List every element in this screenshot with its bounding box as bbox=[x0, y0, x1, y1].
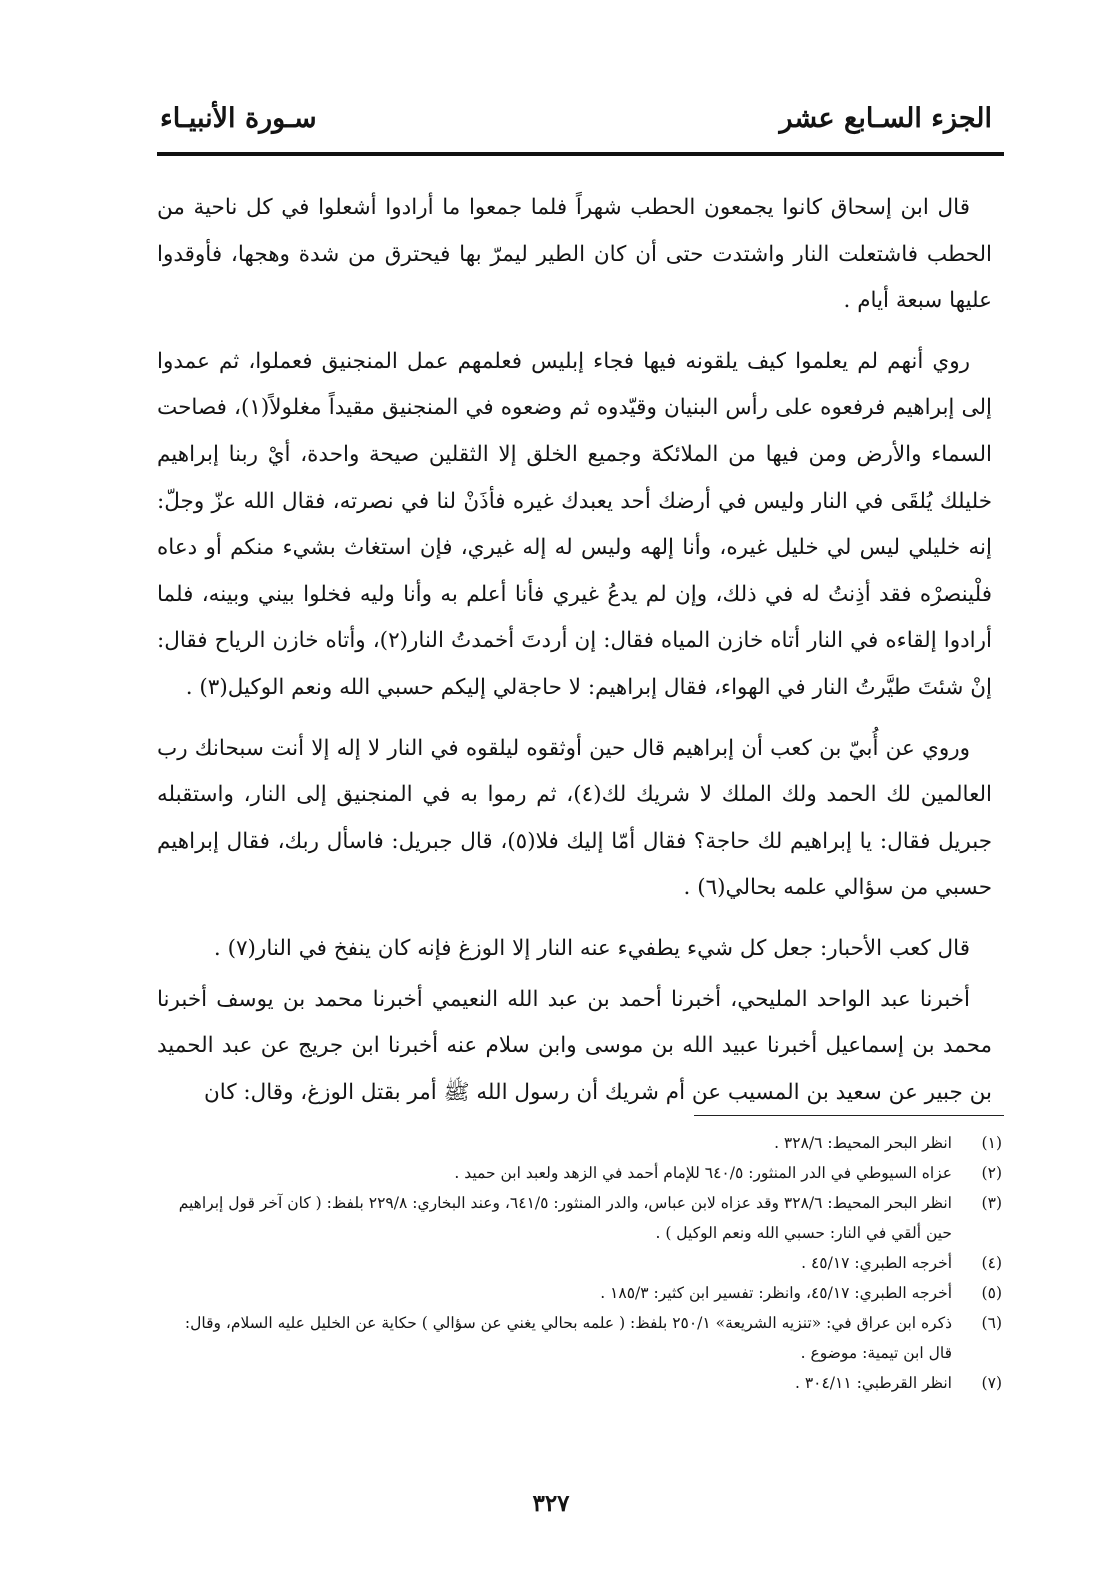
footnote-number: (٤) bbox=[981, 1254, 1002, 1272]
footnote bbox=[157, 1308, 1002, 1368]
paragraph-2: روي أنهم لم يعلموا كيف يلقونه فيها فجاء إبليس فعلمهم عمل المنجنيق فعملوا، ثم عمدوا إلى إبراهيم فرفعوه على رأس البنيان وقيّدوه ثم وضعوه في المنجنيق مقيداً مغلولاً(١)، فصاحت السماء والأرض ومن فيها من الملائكة وجميع الخلق إلا الثقلين صيحة واحدة، أيْ ربنا إبراهيم خليلك يُلقَى في النار وليس في أرضك أحد يعبدك غيره فأذَنْ لنا في نصرته، فقال الله عزّ وجلّ: إنه خليلي ليس لي خليل غيره، وأنا إلهه وليس له إله غيري، فإن استغاث بشيء منكم أو دعاه فلْينصرْه فقد أذِنتُ له في ذلك، وإن لم يدعُ غيري فأنا أعلم به وأنا وليه فخلوا بيني وبينه، فلما أرادوا إلقاءه في النار أتاه خازن المياه فقال: إن أردتَ أخمدتُ النار(٢)، وأتاه خازن الرياح فقال: إنْ شئتَ طيَّرتُ النار في الهواء، فقال إبراهيم: لا حاجةلي إليكم حسبي الله ونعم الوكيل(٣) . bbox=[157, 348, 992, 700]
footnote-rule bbox=[694, 1115, 1004, 1116]
header-rule bbox=[157, 152, 1004, 156]
footnote-text: أخرجه الطبري: ٤٥/١٧، وانظر: تفسير ابن كثير: ١٨٥/٣ . bbox=[600, 1284, 952, 1302]
footnote-text: ذكره ابن عراق في: «تنزيه الشريعة» ٢٥٠/١ بلفظ: ( علمه بحالي يغني عن سؤالي ) حكاية عن الخليل عليه السلام، وقال: قال ابن تيمية: موضوع . bbox=[184, 1314, 952, 1362]
running-header-surah: سـورة الأنبيـاء bbox=[160, 103, 317, 134]
footnote-text: انظر القرطبي: ٣٠٤/١١ . bbox=[794, 1374, 952, 1392]
footnote bbox=[157, 1248, 1002, 1278]
footnote bbox=[157, 1158, 1002, 1188]
footnote bbox=[157, 1368, 1002, 1398]
footnote-number: (٣) bbox=[981, 1194, 1002, 1212]
footnote bbox=[157, 1188, 1002, 1248]
footnote bbox=[157, 1278, 1002, 1308]
footnote-text: عزاه السيوطي في الدر المنثور: ٦٤٠/٥ للإمام أحمد في الزهد ولعبد ابن حميد . bbox=[454, 1164, 952, 1182]
footnote-text: انظر البحر المحيط: ٣٢٨/٦ وقد عزاه لابن عباس، والدر المنثور: ٦٤١/٥، وعند البخاري: ٢٢٩/٨ بلفظ: ( كان آخر قول إبراهيم حين ألقي في النار: حسبي الله ونعم الوكيل ) . bbox=[178, 1194, 952, 1242]
page-number: ٣٢٧ bbox=[532, 1490, 570, 1517]
running-header-part: الجزء السـابع عشر bbox=[779, 103, 992, 134]
footnote-number: (٥) bbox=[981, 1284, 1002, 1302]
paragraph-1: قال ابن إسحاق كانوا يجمعون الحطب شهراً فلما جمعوا ما أرادوا أشعلوا في كل ناحية من الحطب فاشتعلت النار واشتدت حتى أن كان الطير ليمرّ بها فيحترق من شدة وهجها، فأوقدوا عليها سبعة أيام . bbox=[157, 195, 992, 314]
footnote-text: انظر البحر المحيط: ٣٢٨/٦ . bbox=[774, 1134, 952, 1152]
main-text bbox=[157, 185, 992, 1130]
paragraph-4: قال كعب الأحبار: جعل كل شيء يطفيء عنه النار إلا الوزغ فإنه كان ينفخ في النار(٧) . bbox=[213, 935, 970, 961]
paragraph-3: وروي عن أُبيّ بن كعب أن إبراهيم قال حين أوثقوه ليلقوه في النار لا إله إلا أنت سبحانك رب العالمين لك الحمد ولك الملك لا شريك لك(٤)، ثم رموا به في المنجنيق إلى النار، واستقبله جبريل فقال: يا إبراهيم لك حاجة؟ فقال أمّا إليك فلا(٥)، قال جبريل: فاسأل ربك، فقال إبراهيم حسبي من سؤالي علمه بحالي(٦) . bbox=[157, 735, 992, 901]
footnotes bbox=[157, 1128, 1002, 1398]
paragraph-5: أخبرنا عبد الواحد المليحي، أخبرنا أحمد بن عبد الله النعيمي أخبرنا محمد بن يوسف أخبرنا محمد بن إسماعيل أخبرنا عبيد الله بن موسى وابن سلام عنه أخبرنا ابن جريج عن عبد الحميد بن جبير عن سعيد بن المسيب عن أم شريك أن رسول الله ﷺ أمر بقتل الوزغ، وقال: كان bbox=[157, 986, 992, 1105]
footnote-number: (٧) bbox=[981, 1374, 1002, 1392]
footnote-number: (١) bbox=[981, 1134, 1002, 1152]
footnote-number: (٦) bbox=[981, 1314, 1002, 1332]
footnote-number: (٢) bbox=[981, 1164, 1002, 1182]
footnote-text: أخرجه الطبري: ٤٥/١٧ . bbox=[801, 1254, 952, 1272]
footnote bbox=[157, 1128, 1002, 1158]
